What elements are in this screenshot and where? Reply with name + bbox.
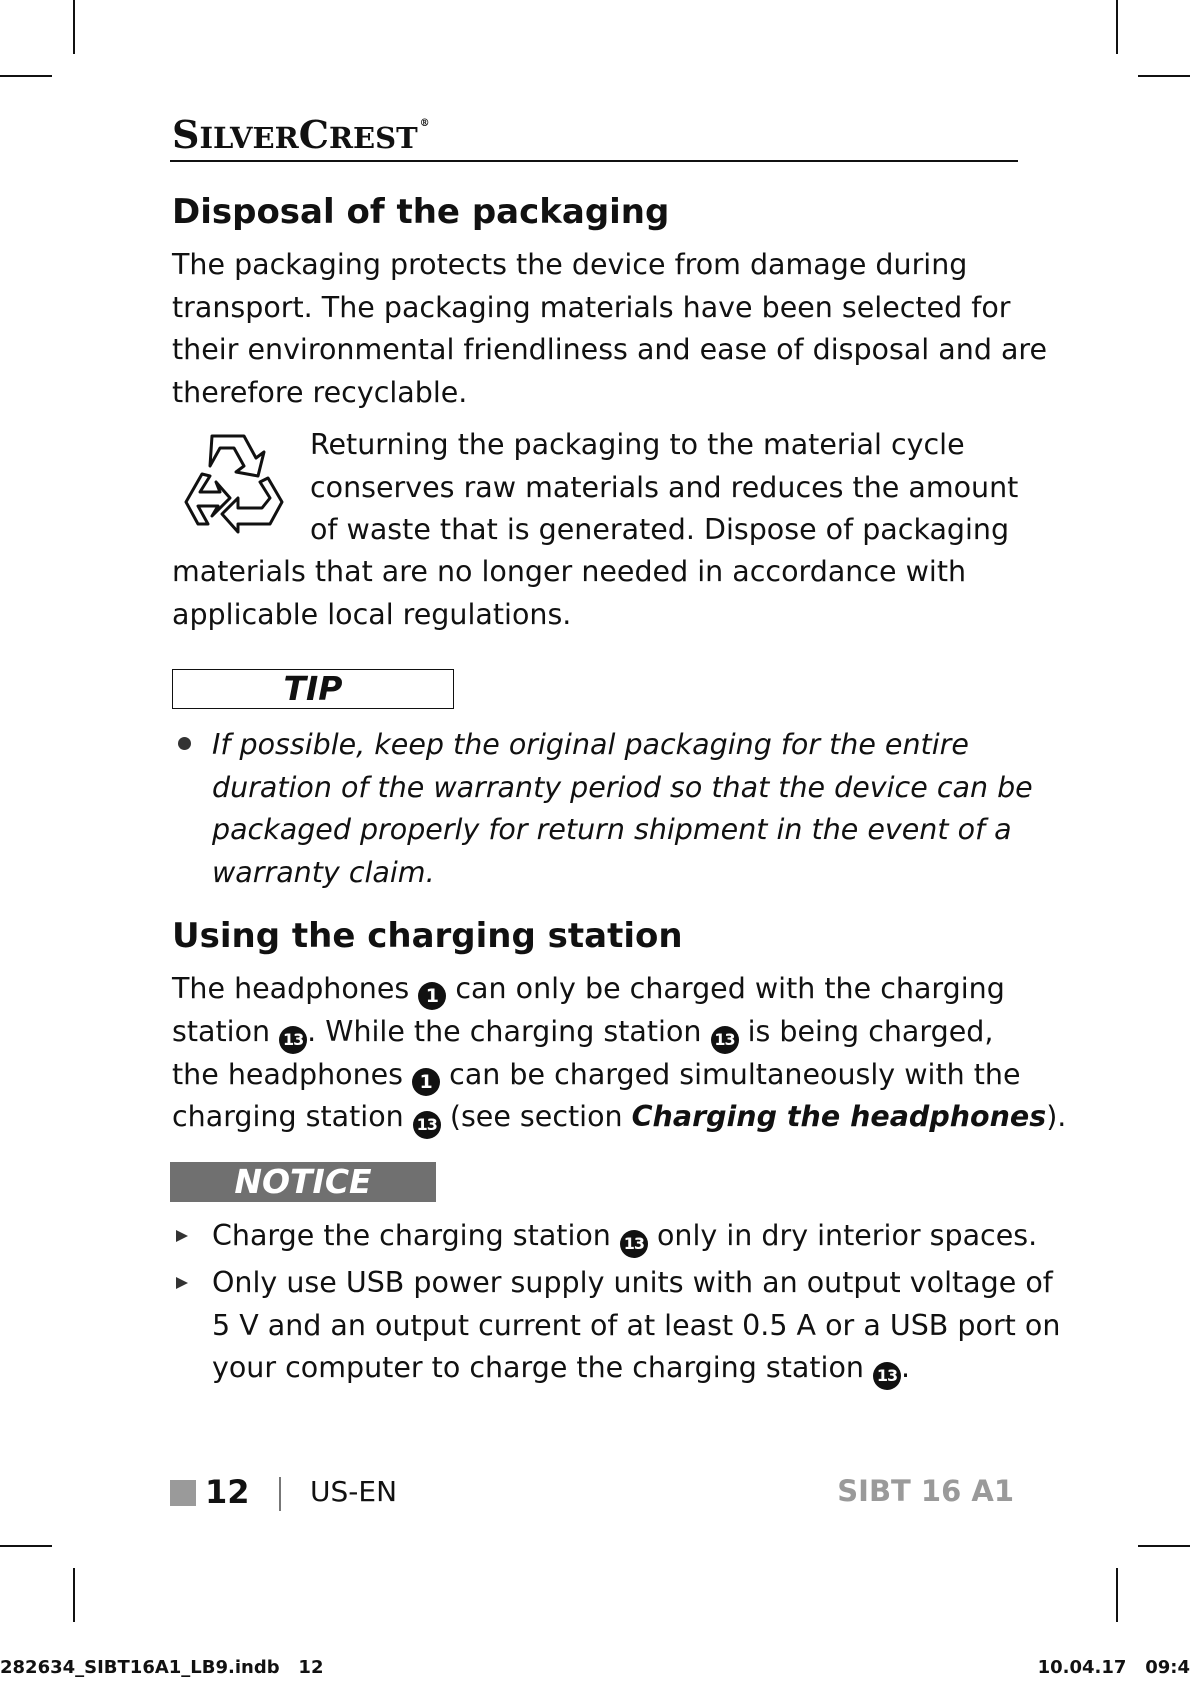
ref-number-badge: 13 <box>873 1362 901 1390</box>
ref-number-badge: 13 <box>413 1111 441 1139</box>
arrow-bullet-icon <box>176 1230 188 1242</box>
footer-separator <box>279 1477 281 1511</box>
crop-mark <box>1116 1568 1118 1622</box>
section-heading-charging: Using the charging station <box>172 916 683 956</box>
crop-mark <box>1138 75 1190 77</box>
arrow-bullet-icon <box>176 1277 188 1289</box>
bullet-dot <box>178 737 191 750</box>
header-rule <box>170 160 1018 162</box>
ref-number-badge: 13 <box>620 1230 648 1258</box>
crop-mark <box>0 1545 52 1547</box>
language-code: US-EN <box>310 1475 398 1508</box>
tip-bullet-text: If possible, keep the original packaging for the entire duration of the warranty period so that the device can be packaged properly for return shipment in the event of a warranty claim. <box>212 728 1033 889</box>
page-number: 12 <box>205 1473 250 1511</box>
notice-item-2: Only use USB power supply units with an output voltage of 5 V and an output current of at least 0.5 A or a USB port on your computer to charge the charging station 13 . <box>212 1262 1060 1390</box>
ref-number-badge: 13 <box>711 1026 739 1054</box>
footer-marker <box>170 1480 196 1506</box>
crop-mark <box>73 0 75 54</box>
ref-number-badge: 13 <box>279 1026 307 1054</box>
recycling-icon <box>172 428 288 540</box>
crop-mark <box>73 1568 75 1622</box>
print-slug-datetime: 10.04.17 09:4 <box>1037 1657 1190 1678</box>
crop-mark <box>1116 0 1118 54</box>
crop-mark <box>0 75 52 77</box>
ref-number-badge: 1 <box>412 1068 440 1096</box>
brand-logo: SILVERCREST ® <box>172 112 430 157</box>
paragraph-recycling-cont: materials that are no longer needed in accordance with applicable local regulations. <box>172 555 967 631</box>
crop-mark <box>1138 1545 1190 1547</box>
section-reference: Charging the headphones <box>631 1100 1047 1133</box>
notice-item-1: Charge the charging station 13 only in dry interior spaces. <box>212 1215 1037 1258</box>
notice-label-box: NOTICE <box>170 1162 436 1202</box>
paragraph-charging: The headphones 1 can only be charged with the charging station 13 . While the charging station 13 is being charged, the headphones 1 can be charged simultaneously with the charging station 13 (see section Charging the headphones). <box>172 968 1066 1139</box>
section-heading-disposal: Disposal of the packaging <box>172 192 670 232</box>
model-number: SIBT 16 A1 <box>837 1474 1014 1508</box>
paragraph-disposal-intro: The packaging protects the device from damage during transport. The packaging materials have been selected for their environmental friendliness and ease of disposal and are therefore recyclable. <box>172 248 1048 409</box>
tip-label-box: TIP <box>172 669 454 709</box>
ref-number-badge: 1 <box>418 982 446 1010</box>
print-slug-file: 282634_SIBT16A1_LB9.indb 12 <box>0 1657 324 1678</box>
paragraph-recycling: Returning the packaging to the material cycle conserves raw materials and reduces the amount of waste that is generated. Dispose of packaging <box>310 428 1019 546</box>
